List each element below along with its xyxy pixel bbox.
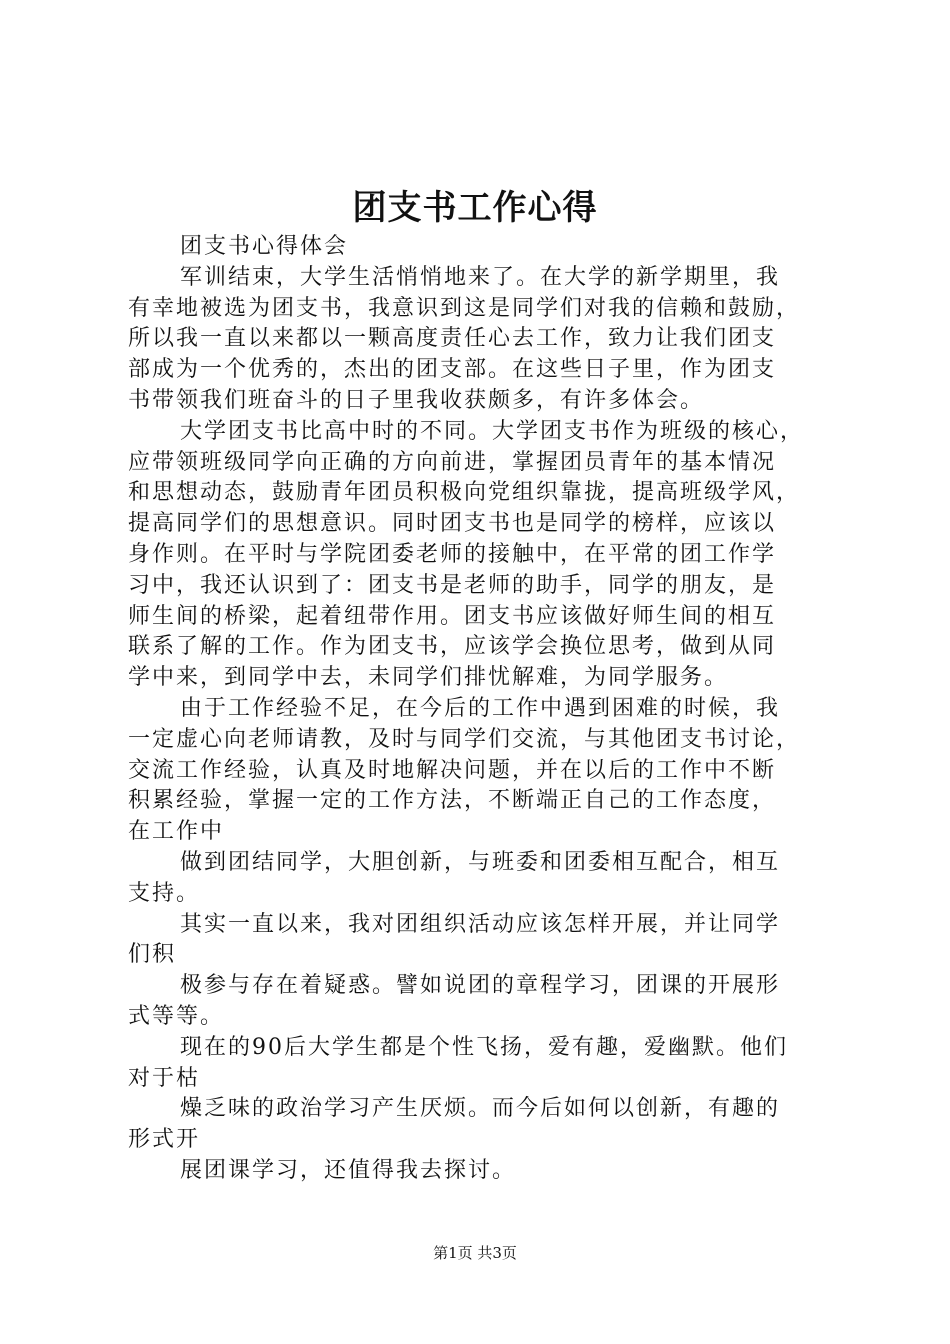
text-line: 在工作中: [128, 819, 225, 845]
text-line: 们积: [128, 942, 177, 968]
document-body: [128, 232, 830, 1187]
document-title: 团支书工作心得: [352, 188, 598, 228]
text-line: 部成为一个优秀的，杰出的团支部。在这些日子里，作为团支: [128, 357, 777, 383]
text-line: 积累经验，掌握一定的工作方法，不断端正自己的工作态度，: [128, 788, 777, 814]
text-line: 书带领我们班奋斗的日子里我收获颇多，有许多体会。: [128, 387, 705, 413]
text-line: 身作则。在平时与学院团委老师的接触中，在平常的团工作学: [128, 541, 777, 567]
text-line: 其实一直以来，我对团组织活动应该怎样开展，并让同学: [180, 911, 781, 937]
text-line: 师生间的桥梁，起着纽带作用。团支书应该做好师生间的相互: [128, 603, 777, 629]
text-line: 燥乏味的政治学习产生厌烦。而今后如何以创新，有趣的: [180, 1096, 781, 1122]
text-line: 习中，我还认识到了：团支书是老师的助手，同学的朋友，是: [128, 572, 777, 598]
text-line: 联系了解的工作。作为团支书，应该学会换位思考，做到从同: [128, 634, 777, 660]
text-line: 支持。: [128, 880, 201, 906]
text-line: 极参与存在着疑惑。譬如说团的章程学习，团课的开展形: [180, 973, 781, 999]
text-line: 一定虚心向老师请教，及时与同学们交流，与其他团支书讨论，: [128, 726, 801, 752]
page-footer: 第1页 共3页: [433, 1244, 517, 1262]
text-line: 应带领班级同学向正确的方向前进，掌握团员青年的基本情况: [128, 449, 777, 475]
text-line: 有幸地被选为团支书，我意识到这是同学们对我的信赖和鼓励，: [128, 295, 801, 321]
text-line: 式等等。: [128, 1003, 225, 1029]
text-line: 形式开: [128, 1127, 201, 1153]
text-line: 和思想动态，鼓励青年团员积极向党组织靠拢，提高班级学风，: [128, 480, 801, 506]
text-line: 所以我一直以来都以一颗高度责任心去工作，致力让我们团支: [128, 326, 777, 352]
text-line: 现在的90后大学生都是个性飞扬，爱有趣，爱幽默。他们: [180, 1034, 788, 1060]
text-line: 对于枯: [128, 1065, 201, 1091]
text-line: 团支书心得体会: [180, 234, 349, 259]
text-line: 学中来，到同学中去，未同学们排忧解难，为同学服务。: [128, 665, 729, 691]
text-line: 大学团支书比高中时的不同。大学团支书作为班级的核心，: [180, 418, 805, 444]
text-line: 军训结束，大学生活悄悄地来了。在大学的新学期里，我: [180, 264, 781, 290]
text-line: 提高同学们的思想意识。同时团支书也是同学的榜样，应该以: [128, 511, 777, 537]
text-line: 展团课学习，还值得我去探讨。: [180, 1157, 517, 1183]
text-line: 交流工作经验，认真及时地解决问题，并在以后的工作中不断: [128, 757, 777, 783]
text-line: 做到团结同学，大胆创新，与班委和团委相互配合，相互: [180, 849, 781, 875]
text-line: 由于工作经验不足，在今后的工作中遇到困难的时候，我: [180, 695, 781, 721]
